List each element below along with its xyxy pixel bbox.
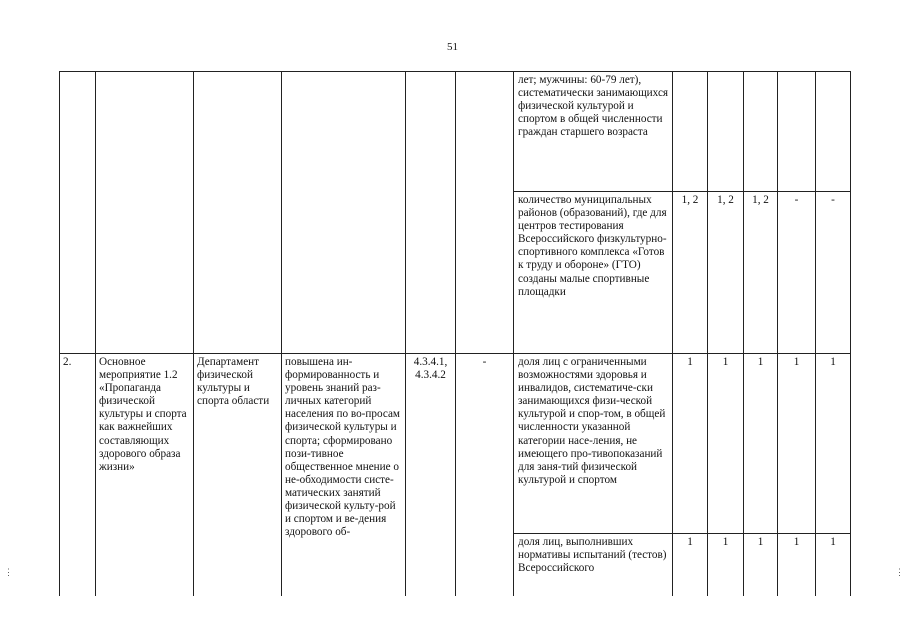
value-cell: 1 — [816, 534, 851, 596]
indicator-text-cell: доля лиц с ограниченными возможностями здоровья и инвалидов, систематиче-ски занимающихся физи-ческой культурой и спор-том, в общей численности указанной категории насе-ления, не имеющего про-тивопоказаний для заня-тий физической культурой и спортом — [514, 354, 673, 534]
value-cell: 1, 2 — [744, 192, 778, 354]
value-cell: 1 — [816, 354, 851, 534]
indicator-text-cell: лет; мужчины: 60-79 лет), систематически занимающихся физической культурой и спортом в общей численности граждан старшего возраста — [514, 72, 673, 192]
indicator-text-cell: количество муниципальных районов (образований), где для центров тестирования Всероссийского физкультурно-спортивного комплекса «Готов к труду и обороне» (ГТО) созданы малые спортивные площадки — [514, 192, 673, 354]
value-cell — [708, 72, 744, 192]
value-cell: 1 — [673, 534, 708, 596]
value-cell: 1 — [744, 354, 778, 534]
number-cell — [60, 72, 96, 354]
page-number: 51 — [447, 41, 458, 53]
value-cell: 1 — [708, 534, 744, 596]
scan-edge-mark-right: ⋮ — [895, 567, 904, 577]
measures-table — [59, 71, 851, 596]
result-cell — [282, 72, 406, 354]
value-cell — [673, 72, 708, 192]
value-cell: 1, 2 — [673, 192, 708, 354]
executor-cell — [194, 72, 282, 354]
value-cell: 1 — [744, 534, 778, 596]
indicator-text-cell: доля лиц, выполнивших нормативы испытаний (тестов) Всероссийского — [514, 534, 673, 596]
executor-cell: Департамент физической культуры и спорта области — [194, 354, 282, 596]
value-cell: 1, 2 — [708, 192, 744, 354]
measure-cell — [96, 72, 194, 354]
codes-cell — [406, 72, 456, 354]
value-cell: 1 — [708, 354, 744, 534]
result-cell: повышена ин-формированность и уровень знаний раз-личных категорий населения по во-просам физической культуры и спорта; сформировано пози-тивное общественное мнение о не-обходимости систе-матических занятий физической культу-рой и спортом и ве-дения здорового об- — [282, 354, 406, 596]
link-cell — [456, 72, 514, 354]
value-cell — [778, 72, 816, 192]
value-cell: 1 — [778, 354, 816, 534]
value-cell: - — [816, 192, 851, 354]
table-row — [60, 72, 851, 192]
value-cell — [816, 72, 851, 192]
scan-edge-mark-left: ⋮ — [4, 567, 13, 577]
value-cell: 1 — [673, 354, 708, 534]
table-row — [60, 354, 851, 534]
value-cell: 1 — [778, 534, 816, 596]
value-cell: - — [778, 192, 816, 354]
link-cell: - — [456, 354, 514, 596]
codes-cell: 4.3.4.1, 4.3.4.2 — [406, 354, 456, 596]
number-cell: 2. — [60, 354, 96, 596]
measure-cell: Основное мероприятие 1.2 «Пропаганда физической культуры и спорта как важнейших составляющих здорового образа жизни» — [96, 354, 194, 596]
value-cell — [744, 72, 778, 192]
